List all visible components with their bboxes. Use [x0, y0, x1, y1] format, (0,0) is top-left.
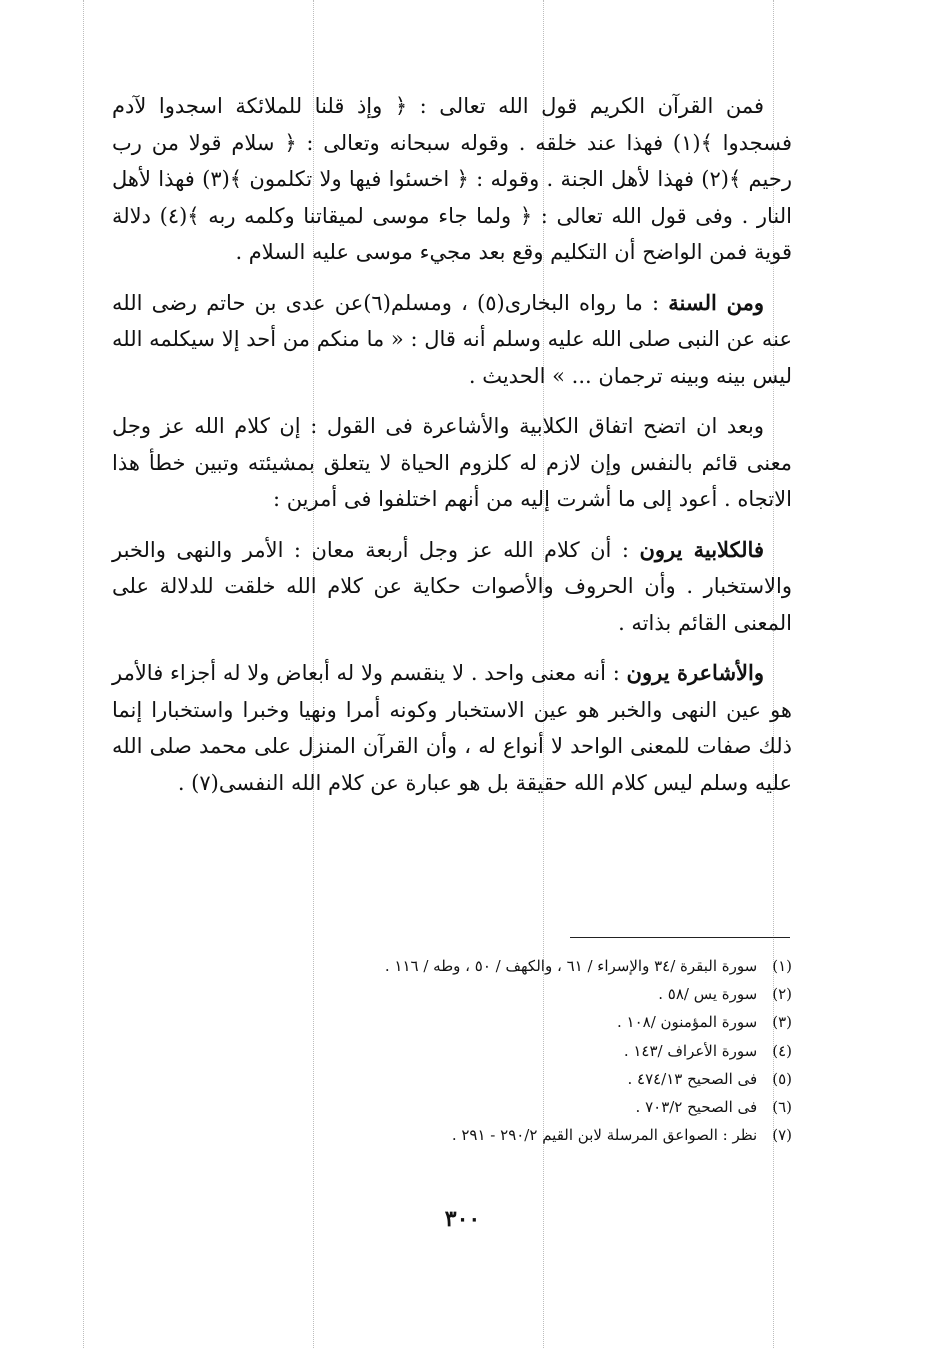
footnote-item — [112, 1037, 792, 1065]
footnote-number: (٢) — [772, 985, 792, 1004]
footnote-number: (١) — [772, 957, 792, 975]
footnote-text: سورة المؤمنون /١٠٨ . — [617, 1013, 758, 1032]
footnote-text: سورة البقرة /٣٤ والإسراء / ٦١ ، والكهف / ٥٠ ، وطه / ١١٦ . — [384, 957, 758, 975]
paragraph-lead: فالكلابية يرون — [639, 536, 764, 562]
footnotes-list — [112, 952, 792, 1149]
paragraph-agreement — [112, 408, 792, 518]
paragraph-kullabiyya — [112, 532, 792, 642]
footnote-number: (٤) — [772, 1041, 792, 1060]
paragraph-quran — [112, 88, 792, 271]
paragraph-body: فمن القرآن الكريم قول الله تعالى : ﴿ وإذ قلنا للملائكة اسجدوا لآدم فسجدوا ﴾(١) فهذا عند خلقه . وقوله سبحانه وتعالى : ﴿ سلام قولا من رب رحيم ﴾(٢) فهذا لأهل الجنة . وقوله : ﴿ اخسئوا فيها ولا تكلمون ﴾(٣) فهذا لأهل النار . وفى قول الله تعالى : ﴿ ولما جاء موسى لميقاتنا وكلمه ربه ﴾(٤) دلالة قوية فمن الواضح أن التكليم وقع بعد مجيء موسى عليه السلام . — [112, 94, 793, 264]
footnote-text: فى الصحيح ٧٠٣/٢ . — [635, 1098, 758, 1117]
paragraph-lead: والأشاعرة يرون — [626, 660, 765, 685]
footnote-number: (٣) — [772, 1013, 792, 1032]
footnote-number: (٧) — [772, 1126, 792, 1145]
footnote-item — [112, 1065, 792, 1093]
footnote-number: (٥) — [772, 1069, 792, 1088]
footnote-item — [112, 1093, 792, 1121]
scan-guide-line — [83, 0, 84, 1348]
paragraph-body: : أنه معنى واحد . لا ينقسم ولا له أبعاض ولا له أجزاء فالأمر هو عين النهى والخبر هو عين الاستخبار وكونه أمرا ونهيا وخبرا واستخبارا إنما ذلك صفات للمعنى الواحد لا أنواع له ، وأن القرآن المنزل على محمد صلى الله عليه وسلم ليس كلام الله حقيقة بل هو عبارة عن كلام الله النفسى(٧) . — [112, 661, 792, 795]
footnote-text: سورة الأعراف /١٤٣ . — [623, 1041, 758, 1060]
footnote-text: سورة يس /٥٨ . — [658, 985, 758, 1004]
footnote-text: نظر : الصواعق المرسلة لابن القيم ٢٩٠/٢ - ٢٩١ . — [451, 1126, 758, 1145]
main-text — [112, 88, 792, 815]
paragraph-lead: ومن السنة — [668, 289, 764, 315]
footnote-item — [112, 980, 792, 1008]
page-number: ٣٠٠ — [444, 1206, 481, 1232]
footnote-divider — [570, 937, 790, 938]
paragraph-body: وبعد ان اتضح اتفاق الكلابية والأشاعرة فى القول : إن كلام الله عز وجل معنى قائم بالنفس وإن لازم له كلزوم الحياة لا يتعلق بمشيئته وتبين خطأ هذا الاتجاه . أعود إلى ما أشرت إليه من أنهم اختلفوا فى أمرين : — [112, 414, 792, 511]
paragraph-sunnah — [112, 285, 792, 395]
paragraph-ashaira — [112, 655, 792, 801]
footnote-text: فى الصحيح ٤٧٤/١٣ . — [627, 1069, 758, 1088]
footnote-item — [112, 1008, 792, 1036]
footnote-item — [112, 952, 792, 980]
footnote-item — [112, 1121, 792, 1149]
footnote-number: (٦) — [772, 1098, 792, 1117]
paragraph-body: : أن كلام الله عز وجل أربعة معان : الأمر والنهى والخبر والاستخبار . وأن الحروف والأصوات حكاية عن كلام الله خلقت للدلالة على المعنى القائم بذاته . — [112, 537, 792, 635]
paragraph-body: : ما رواه البخارى(٥) ، ومسلم(٦)عن عدى بن حاتم رضى الله عنه عن النبى صلى الله عليه وسلم أنه قال : « ما منكم من أحد إلا سيكلمه الله ليس بينه وبينه ترجمان ... » الحديث . — [112, 290, 792, 388]
